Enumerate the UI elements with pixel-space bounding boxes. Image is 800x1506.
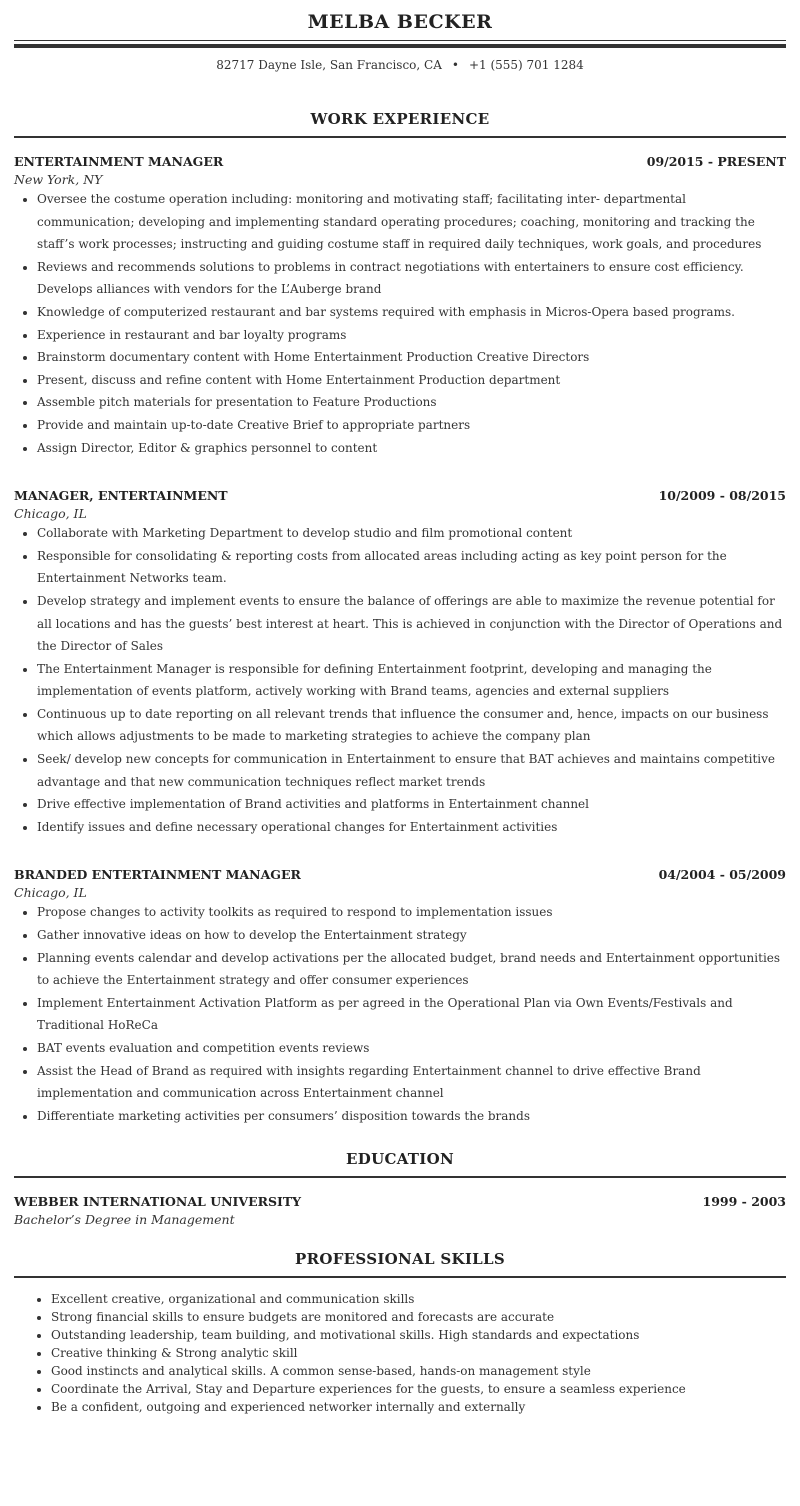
work-experience-list [14,153,786,1127]
skill-item: • Good instincts and analytical skills. A common sense-based, hands-on management style [51,1363,786,1381]
education-entry-header [14,1193,786,1211]
job-entry [14,487,786,838]
job-bullet: • Continuous up to date reporting on all relevant trends that influence the consumer and, hence, impacts on our business which allows adjustments to be made to marketing strategies to achieve the company plan [37,703,786,748]
job-bullets [14,188,786,459]
skill-item: • Outstanding leadership, team building, and motivational skills. High standards and expectations [51,1327,786,1345]
job-bullet: • Oversee the costume operation including: monitoring and motivating staff; facilitating inter- departmental communication; developing and implementing standard operating procedures; coaching, monitoring and tracking the staff’s work processes; instructing and guiding costume staff in required daily techniques, work goals, and procedures [37,188,786,256]
skill-item: • Coordinate the Arrival, Stay and Departure experiences for the guests, to ensure a seamless experience [51,1381,786,1399]
job-entry [14,866,786,1127]
job-bullet: • Identify issues and define necessary operational changes for Entertainment activities [37,816,786,839]
job-title: BRANDED ENTERTAINMENT MANAGER [14,867,301,883]
job-bullet: • BAT events evaluation and competition events reviews [37,1037,786,1060]
job-bullet: • Collaborate with Marketing Department to develop studio and film promotional content [37,522,786,545]
contact-line [14,48,786,81]
job-title: MANAGER, ENTERTAINMENT [14,488,228,504]
work-experience-heading: WORK EXPERIENCE [14,109,786,138]
job-bullet: • Assist the Head of Brand as required with insights regarding Entertainment channel to drive effective Brand implementation and communication across Entertainment channel [37,1060,786,1105]
job-entry [14,153,786,459]
job-bullet: • Reviews and recommends solutions to problems in contract negotiations with entertainers to ensure cost efficiency. Develops alliances with vendors for the L’Auberge brand [37,256,786,301]
resume-page [14,0,786,1417]
contact-separator: • [451,58,459,72]
job-bullet: • Knowledge of computerized restaurant and bar systems required with emphasis in Micros-Opera based programs. [37,301,786,324]
job-dates: 10/2009 - 08/2015 [658,488,786,504]
job-bullet: • Seek/ develop new concepts for communication in Entertainment to ensure that BAT achieves and maintains competitive advantage and that new communication techniques reflect market trends [37,748,786,793]
job-bullet: • Gather innovative ideas on how to develop the Entertainment strategy [37,924,786,947]
job-bullet: • Brainstorm documentary content with Home Entertainment Production Creative Directors [37,346,786,369]
job-bullet: • Experience in restaurant and bar loyalty programs [37,324,786,347]
skill-item: • Strong financial skills to ensure budgets are monitored and forecasts are accurate [51,1309,786,1327]
job-header [14,487,786,505]
job-dates: 09/2015 - PRESENT [646,154,786,169]
job-bullet: • Develop strategy and implement events to ensure the balance of offerings are able to maximize the revenue potential for all locations and has the guests’ best interest at heart. This is achieved in conjunction with the Director of Operations and the Director of Sales [37,590,786,658]
job-location: Chicago, IL [14,506,87,522]
job-location: New York, NY [14,172,103,187]
job-bullet: • Present, discuss and refine content with Home Entertainment Production department [37,369,786,392]
job-bullet: • Differentiate marketing activities per consumers’ disposition towards the brands [37,1105,786,1128]
job-bullet: • Planning events calendar and develop activations per the allocated budget, brand needs and Entertainment opportunities to achieve the Entertainment strategy and offer consumer experiences [37,947,786,992]
skill-item: • Be a confident, outgoing and experienced networker internally and externally [51,1399,786,1417]
job-bullet: • Assemble pitch materials for presentation to Feature Productions [37,391,786,414]
education-heading: EDUCATION [14,1149,786,1178]
job-bullet: • Responsible for consolidating & reporting costs from allocated areas including acting as key point person for the Entertainment Networks team. [37,545,786,590]
job-bullet: • The Entertainment Manager is responsible for defining Entertainment footprint, developing and managing the implementation of events platform, actively working with Brand teams, agencies and external suppliers [37,658,786,703]
job-dates: 04/2004 - 05/2009 [658,867,786,883]
education-dates: 1999 - 2003 [702,1194,786,1210]
education-degree: Bachelor’s Degree in Management [14,1212,235,1228]
skill-item: • Excellent creative, organizational and communication skills [51,1291,786,1309]
job-bullets [14,522,786,838]
job-bullet: • Assign Director, Editor & graphics personnel to content [37,437,786,460]
education-school: WEBBER INTERNATIONAL UNIVERSITY [14,1194,302,1210]
candidate-name: MELBA BECKER [307,11,493,33]
skills-list [14,1291,786,1416]
job-bullet: • Propose changes to activity toolkits as required to respond to implementation issues [37,901,786,924]
job-bullet: • Drive effective implementation of Brand activities and platforms in Entertainment channel [37,793,786,816]
contact-address: 82717 Dayne Isle, San Francisco, CA [216,58,442,72]
skill-item: • Creative thinking & Strong analytic skill [51,1345,786,1363]
job-header [14,866,786,884]
job-header [14,153,786,171]
job-bullets [14,901,786,1127]
professional-skills-heading: PROFESSIONAL SKILLS [14,1249,786,1278]
job-bullet: • Implement Entertainment Activation Platform as per agreed in the Operational Plan via Own Events/Festivals and Traditional HoReCa [37,992,786,1037]
job-title: ENTERTAINMENT MANAGER [14,154,224,169]
header-divider-thin [14,40,786,41]
job-location: Chicago, IL [14,885,87,901]
contact-phone: +1 (555) 701 1284 [468,58,584,72]
job-bullet: • Provide and maintain up-to-date Creative Brief to appropriate partners [37,414,786,437]
